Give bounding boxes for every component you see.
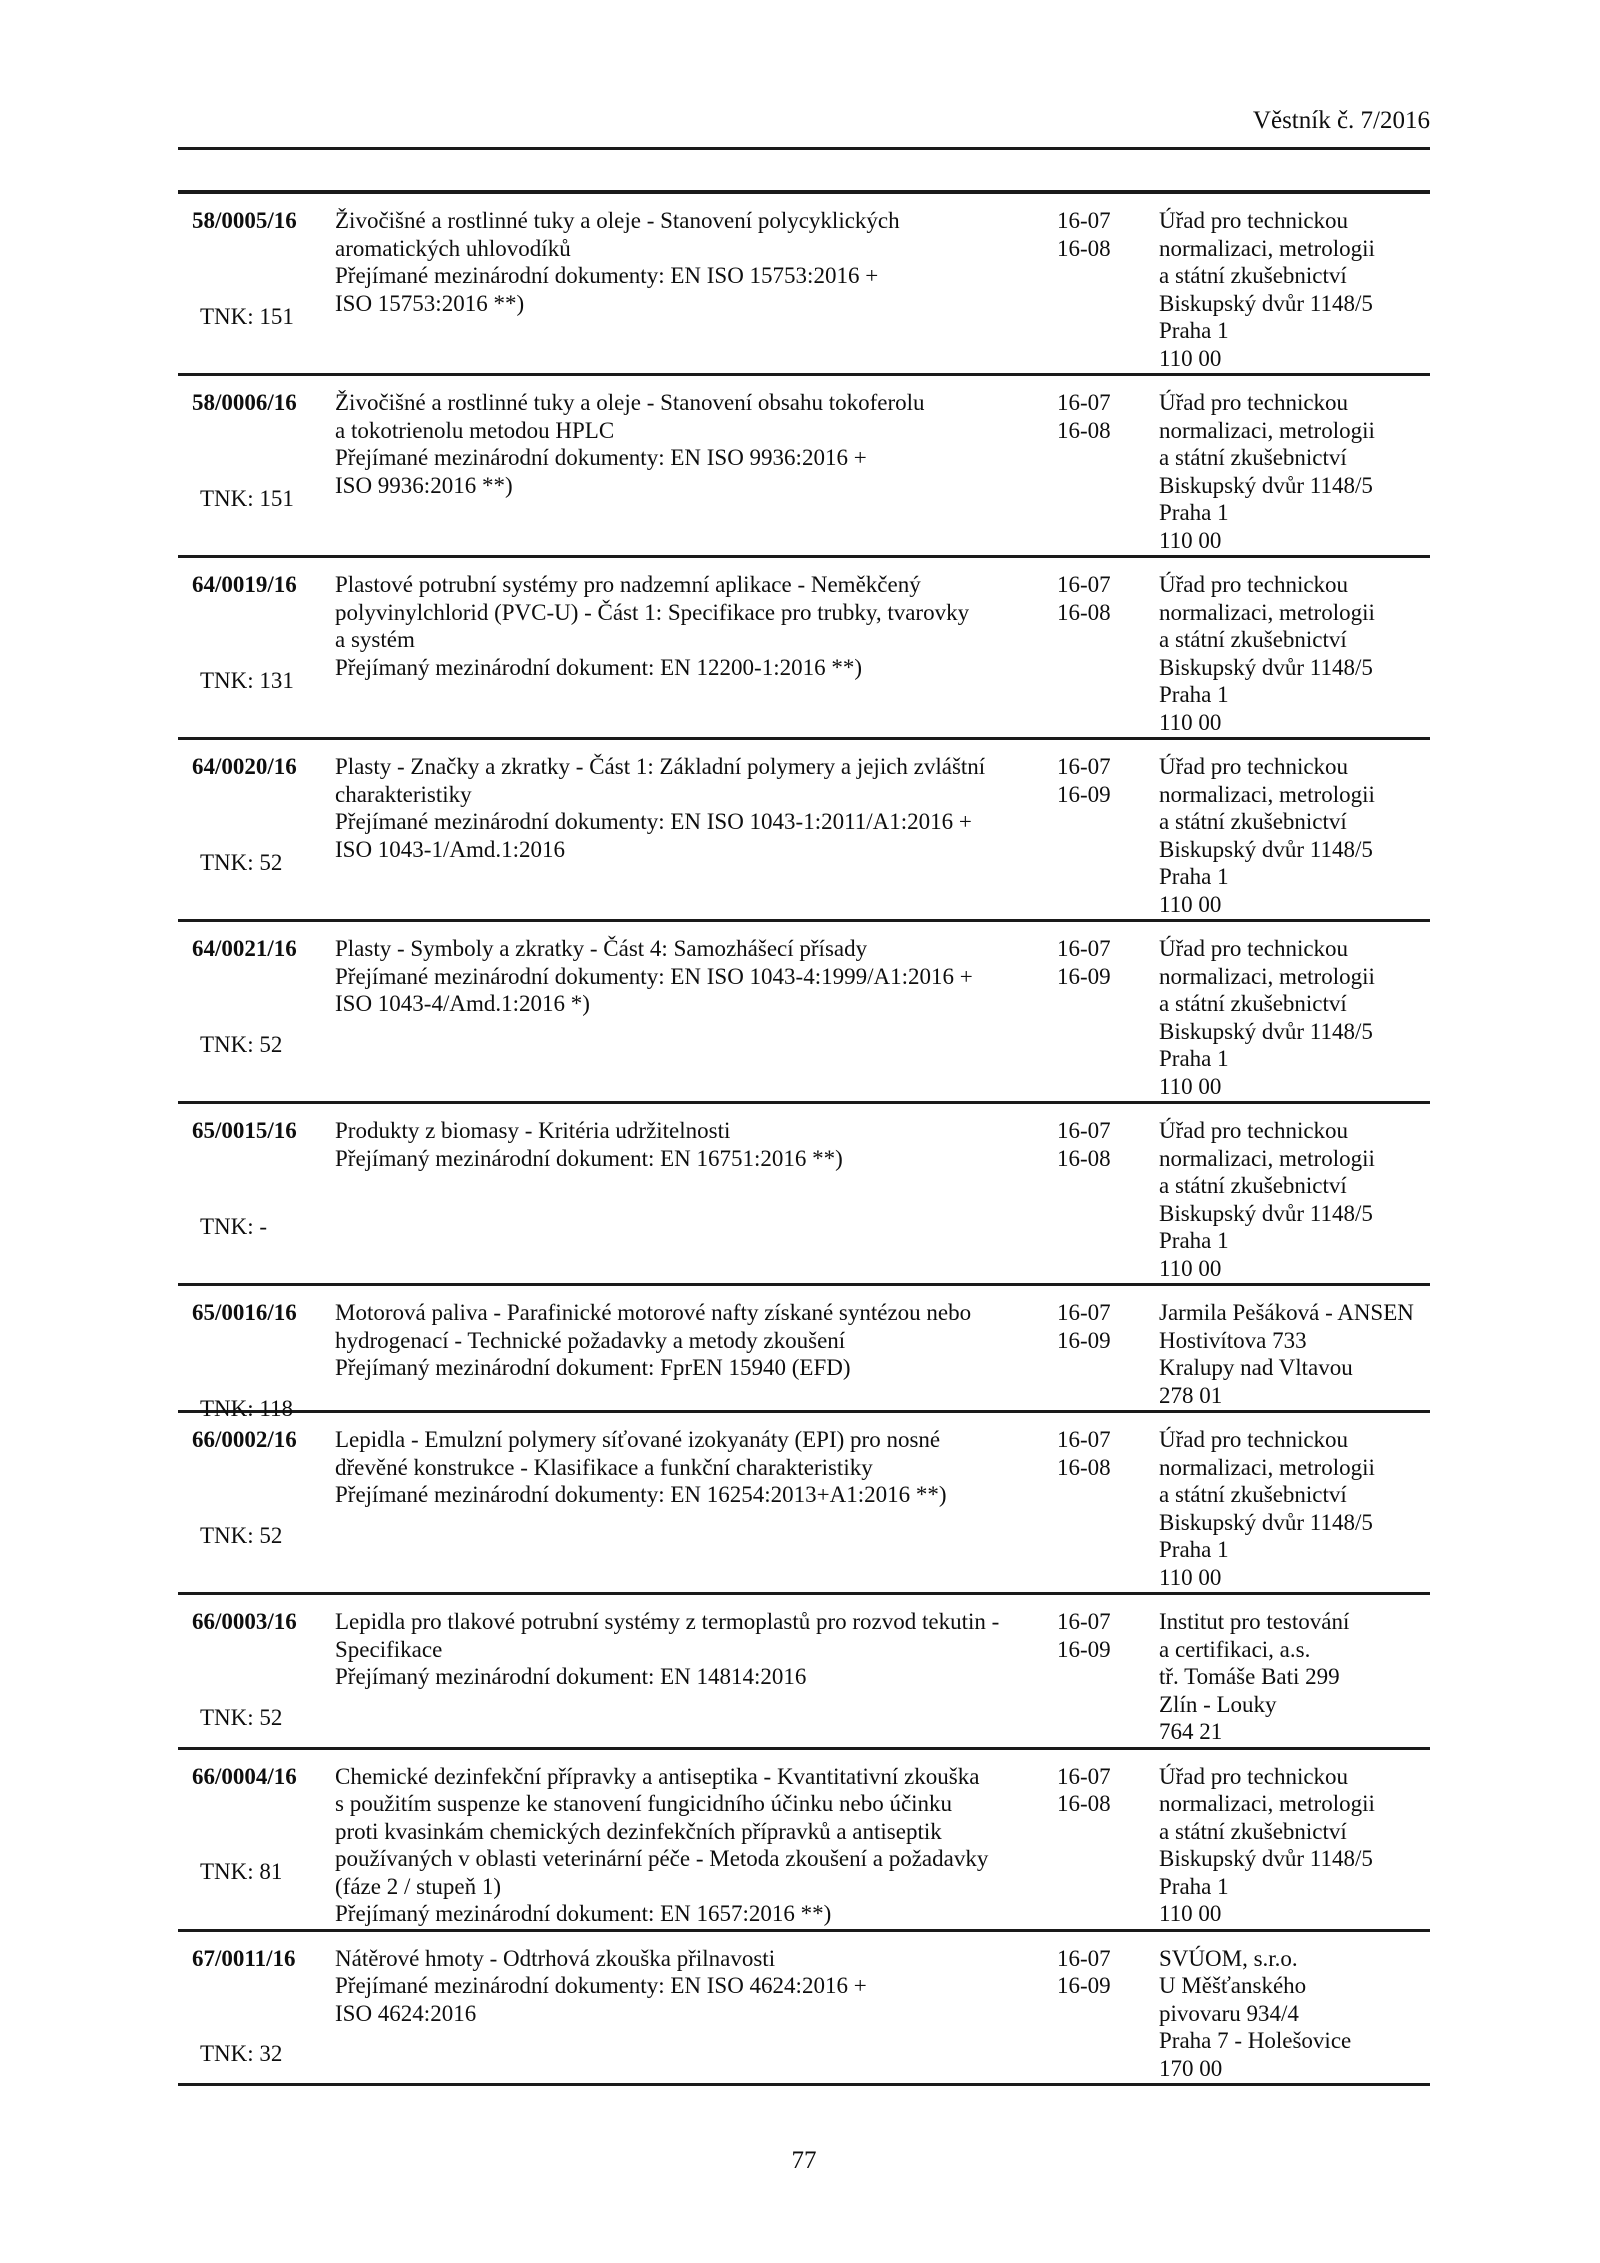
org-line: Praha 1 xyxy=(1159,1873,1229,1899)
row-dates xyxy=(1057,1945,1159,2083)
desc-line: Přejímané mezinárodní dokumenty: EN ISO 1043-1:2011/A1:2016 + xyxy=(335,809,972,834)
org-line: Praha 1 xyxy=(1159,1228,1229,1253)
standards-table xyxy=(178,190,1430,2086)
org-line: 110 00 xyxy=(1159,1073,1222,1099)
row-dates xyxy=(1057,207,1159,372)
org-line: U Měšťanského xyxy=(1159,1973,1307,1998)
row-organization xyxy=(1159,571,1430,736)
org-line: SVÚOM, s.r.o. xyxy=(1159,1945,1298,1971)
org-line: Biskupský dvůr 1148/5 xyxy=(1159,1509,1373,1535)
id-cell xyxy=(178,1299,335,1421)
id-cell xyxy=(178,571,335,736)
org-line: normalizaci, metrologii xyxy=(1159,235,1375,261)
row-description xyxy=(335,1117,1057,1282)
row-dates xyxy=(1057,1117,1159,1282)
org-line: 110 00 xyxy=(1159,709,1222,735)
org-line: tř. Tomáše Bati 299 xyxy=(1159,1664,1340,1689)
desc-line: Přejímané mezinárodní dokumenty: EN ISO 1043-4:1999/A1:2016 + xyxy=(335,963,973,989)
row-id: 64/0020/16 xyxy=(192,754,297,779)
org-line: Jarmila Pešáková - ANSEN xyxy=(1159,1300,1414,1325)
org-line: a státní zkušebnictví xyxy=(1159,991,1347,1016)
row-id: 64/0021/16 xyxy=(192,936,297,961)
row-dates xyxy=(1057,571,1159,736)
org-line: Praha 7 - Holešovice xyxy=(1159,2028,1352,2053)
tnk-label: TNK: 52 xyxy=(200,1704,283,1730)
org-line: Hostivítova 733 xyxy=(1159,1327,1307,1353)
org-line: 110 00 xyxy=(1159,527,1222,553)
row-description xyxy=(335,1608,1057,1746)
tnk-label: TNK: 151 xyxy=(200,303,294,329)
dates-line: 16-09 xyxy=(1057,963,1111,989)
dates-line: 16-09 xyxy=(1057,781,1111,807)
row-organization xyxy=(1159,389,1430,554)
id-cell xyxy=(178,1117,335,1282)
dates-line: 16-07 xyxy=(1057,208,1111,233)
desc-line: Produkty z biomasy - Kritéria udržitelnosti xyxy=(335,1118,731,1143)
row-dates xyxy=(1057,1608,1159,1746)
desc-line: Motorová paliva - Parafinické motorové nafty získané syntézou nebo xyxy=(335,1300,972,1325)
desc-line: ISO 9936:2016 **) xyxy=(335,472,513,498)
org-line: Biskupský dvůr 1148/5 xyxy=(1159,1846,1373,1871)
table-row xyxy=(178,1595,1430,1750)
org-line: Praha 1 xyxy=(1159,1046,1229,1071)
row-id: 66/0002/16 xyxy=(192,1427,297,1452)
org-line: 764 21 xyxy=(1159,1719,1223,1744)
org-line: normalizaci, metrologii xyxy=(1159,1791,1375,1816)
dates-line: 16-08 xyxy=(1057,1791,1111,1816)
dates-line: 16-07 xyxy=(1057,1609,1111,1634)
row-description xyxy=(335,1299,1057,1409)
tnk-label: TNK: 151 xyxy=(200,485,294,511)
org-line: 110 00 xyxy=(1159,1901,1222,1926)
desc-line: Přejímané mezinárodní dokumenty: EN ISO 4624:2016 + xyxy=(335,1973,867,1998)
desc-line: ISO 15753:2016 **) xyxy=(335,290,525,316)
table-row xyxy=(178,558,1430,740)
dates-line: 16-07 xyxy=(1057,1945,1111,1971)
org-line: 110 00 xyxy=(1159,345,1222,371)
org-line: 110 00 xyxy=(1159,1255,1222,1281)
row-description xyxy=(335,207,1057,372)
id-cell xyxy=(178,389,335,554)
org-line: a státní zkušebnictví xyxy=(1159,809,1347,834)
row-id: 65/0015/16 xyxy=(192,1118,297,1143)
row-dates xyxy=(1057,389,1159,554)
table-row xyxy=(178,194,1430,376)
row-description xyxy=(335,753,1057,918)
desc-line: Plastové potrubní systémy pro nadzemní aplikace - Neměkčený xyxy=(335,572,921,597)
row-organization xyxy=(1159,1426,1430,1591)
desc-line: ISO 4624:2016 xyxy=(335,2000,477,2026)
desc-line: Přejímané mezinárodní dokumenty: EN 16254:2013+A1:2016 **) xyxy=(335,1482,947,1507)
row-description xyxy=(335,389,1057,554)
row-description xyxy=(335,935,1057,1100)
desc-line: Lepidla pro tlakové potrubní systémy z termoplastů pro rozvod tekutin - xyxy=(335,1609,1000,1634)
dates-line: 16-07 xyxy=(1057,1300,1111,1325)
dates-line: 16-07 xyxy=(1057,572,1111,597)
desc-line: Přejímaný mezinárodní dokument: EN 12200-1:2016 **) xyxy=(335,654,862,680)
row-id: 65/0016/16 xyxy=(192,1300,297,1325)
org-line: a státní zkušebnictví xyxy=(1159,445,1347,470)
org-line: normalizaci, metrologii xyxy=(1159,599,1375,625)
org-line: normalizaci, metrologii xyxy=(1159,781,1375,807)
desc-line: s použitím suspenze ke stanovení fungicidního účinku nebo účinku xyxy=(335,1791,953,1816)
row-organization xyxy=(1159,1608,1430,1746)
dates-line: 16-09 xyxy=(1057,1327,1111,1353)
desc-line: používaných v oblasti veterinární péče - Metoda zkoušení a požadavky xyxy=(335,1846,989,1871)
desc-line: Plasty - Symboly a zkratky - Část 4: Samozhášecí přísady xyxy=(335,936,868,961)
tnk-label: TNK: 52 xyxy=(200,1522,283,1548)
tnk-label: TNK: 118 xyxy=(200,1395,294,1421)
desc-line: dřevěné konstrukce - Klasifikace a funkční charakteristiky xyxy=(335,1454,873,1480)
org-line: Praha 1 xyxy=(1159,682,1229,707)
row-id: 64/0019/16 xyxy=(192,572,297,597)
desc-line: Přejímaný mezinárodní dokument: EN 16751:2016 **) xyxy=(335,1145,843,1171)
org-line: Zlín - Louky xyxy=(1159,1691,1277,1717)
org-line: normalizaci, metrologii xyxy=(1159,417,1375,443)
org-line: a státní zkušebnictví xyxy=(1159,1173,1347,1198)
org-line: a státní zkušebnictví xyxy=(1159,1818,1347,1844)
desc-line: aromatických uhlovodíků xyxy=(335,235,571,261)
org-line: Biskupský dvůr 1148/5 xyxy=(1159,290,1373,316)
id-cell xyxy=(178,1608,335,1746)
org-line: Úřad pro technickou xyxy=(1159,208,1349,233)
desc-line: ISO 1043-1/Amd.1:2016 xyxy=(335,836,565,862)
desc-line: charakteristiky xyxy=(335,781,472,807)
org-line: a státní zkušebnictví xyxy=(1159,263,1347,288)
org-line: Úřad pro technickou xyxy=(1159,390,1349,415)
desc-line: Chemické dezinfekční přípravky a antiseptika - Kvantitativní zkouška xyxy=(335,1763,980,1789)
dates-line: 16-08 xyxy=(1057,1145,1111,1171)
dates-line: 16-08 xyxy=(1057,1454,1111,1480)
tnk-label: TNK: 131 xyxy=(200,667,294,693)
row-id: 67/0011/16 xyxy=(192,1945,296,1971)
row-organization xyxy=(1159,1299,1430,1409)
org-line: Úřad pro technickou xyxy=(1159,754,1349,779)
row-id: 66/0004/16 xyxy=(192,1763,297,1789)
row-organization xyxy=(1159,1945,1430,2083)
org-line: Úřad pro technickou xyxy=(1159,1118,1349,1143)
desc-line: Živočišné a rostlinné tuky a oleje - Stanovení obsahu tokoferolu xyxy=(335,390,925,415)
tnk-label: TNK: - xyxy=(200,1213,268,1239)
table-row xyxy=(178,922,1430,1104)
org-line: normalizaci, metrologii xyxy=(1159,1145,1375,1171)
desc-line: Přejímaný mezinárodní dokument: EN 1657:2016 **) xyxy=(335,1901,832,1926)
desc-line: a systém xyxy=(335,627,415,652)
row-id: 58/0006/16 xyxy=(192,390,297,415)
dates-line: 16-07 xyxy=(1057,754,1111,779)
row-organization xyxy=(1159,753,1430,918)
org-line: Kralupy nad Vltavou xyxy=(1159,1355,1353,1380)
table-row xyxy=(178,376,1430,558)
row-organization xyxy=(1159,1763,1430,1928)
row-organization xyxy=(1159,1117,1430,1282)
row-description xyxy=(335,1945,1057,2083)
row-organization xyxy=(1159,207,1430,372)
org-line: 110 00 xyxy=(1159,1564,1222,1590)
org-line: a státní zkušebnictví xyxy=(1159,627,1347,652)
desc-line: a tokotrienolu metodou HPLC xyxy=(335,417,615,443)
table-row xyxy=(178,1750,1430,1932)
org-line: Praha 1 xyxy=(1159,500,1229,525)
desc-line: polyvinylchlorid (PVC-U) - Část 1: Specifikace pro trubky, tvarovky xyxy=(335,599,970,625)
id-cell xyxy=(178,1763,335,1928)
row-dates xyxy=(1057,935,1159,1100)
desc-line: Přejímaný mezinárodní dokument: EN 14814:2016 xyxy=(335,1664,807,1689)
table-row xyxy=(178,1104,1430,1286)
desc-line: ISO 1043-4/Amd.1:2016 *) xyxy=(335,991,590,1016)
org-line: Úřad pro technickou xyxy=(1159,1427,1349,1452)
tnk-label: TNK: 52 xyxy=(200,1031,283,1057)
dates-line: 16-08 xyxy=(1057,235,1111,261)
row-id: 66/0003/16 xyxy=(192,1609,297,1634)
header-divider xyxy=(178,147,1430,150)
desc-line: Lepidla - Emulzní polymery síťované izokyanáty (EPI) pro nosné xyxy=(335,1427,941,1452)
row-description xyxy=(335,1763,1057,1928)
desc-line: Živočišné a rostlinné tuky a oleje - Stanovení polycyklických xyxy=(335,208,900,233)
id-cell xyxy=(178,1945,335,2083)
desc-line: proti kvasinkám chemických dezinfekčních přípravků a antiseptik xyxy=(335,1818,942,1844)
org-line: Praha 1 xyxy=(1159,1537,1229,1562)
desc-line: Nátěrové hmoty - Odtrhová zkouška přilnavosti xyxy=(335,1945,776,1971)
journal-title: Věstník č. 7/2016 xyxy=(1252,107,1430,134)
org-line: Institut pro testování xyxy=(1159,1609,1350,1634)
desc-line: hydrogenací - Technické požadavky a metody zkoušení xyxy=(335,1327,846,1353)
tnk-label: TNK: 52 xyxy=(200,849,283,875)
row-id: 58/0005/16 xyxy=(192,208,297,233)
org-line: normalizaci, metrologii xyxy=(1159,1454,1375,1480)
dates-line: 16-08 xyxy=(1057,599,1111,625)
id-cell xyxy=(178,935,335,1100)
tnk-label: TNK: 32 xyxy=(200,2041,283,2066)
row-description xyxy=(335,1426,1057,1591)
id-cell xyxy=(178,207,335,372)
desc-line: Přejímané mezinárodní dokumenty: EN ISO 15753:2016 + xyxy=(335,263,879,288)
row-description xyxy=(335,571,1057,736)
org-line: Biskupský dvůr 1148/5 xyxy=(1159,1200,1373,1226)
tnk-label: TNK: 81 xyxy=(200,1859,283,1884)
desc-line: Přejímané mezinárodní dokumenty: EN ISO 9936:2016 + xyxy=(335,445,867,470)
dates-line: 16-07 xyxy=(1057,390,1111,415)
dates-line: 16-08 xyxy=(1057,417,1111,443)
org-line: a certifikaci, a.s. xyxy=(1159,1636,1311,1662)
org-line: 170 00 xyxy=(1159,2055,1223,2081)
table-row xyxy=(178,1932,1430,2087)
org-line: Biskupský dvůr 1148/5 xyxy=(1159,654,1373,680)
org-line: normalizaci, metrologii xyxy=(1159,963,1375,989)
desc-line: Přejímaný mezinárodní dokument: FprEN 15940 (EFD) xyxy=(335,1355,851,1380)
id-cell xyxy=(178,753,335,918)
org-line: pivovaru 934/4 xyxy=(1159,2000,1299,2026)
dates-line: 16-09 xyxy=(1057,1973,1111,1998)
table-row xyxy=(178,740,1430,922)
org-line: Praha 1 xyxy=(1159,318,1229,343)
page-number: 77 xyxy=(791,2147,817,2174)
org-line: Biskupský dvůr 1148/5 xyxy=(1159,836,1373,862)
row-dates xyxy=(1057,753,1159,918)
id-cell xyxy=(178,1426,335,1591)
dates-line: 16-07 xyxy=(1057,1118,1111,1143)
row-dates xyxy=(1057,1763,1159,1928)
org-line: Úřad pro technickou xyxy=(1159,1763,1349,1789)
dates-line: 16-09 xyxy=(1057,1636,1111,1662)
desc-line: (fáze 2 / stupeň 1) xyxy=(335,1873,502,1899)
table-row xyxy=(178,1286,1430,1421)
org-line: Úřad pro technickou xyxy=(1159,936,1349,961)
row-dates xyxy=(1057,1426,1159,1591)
org-line: Praha 1 xyxy=(1159,864,1229,889)
dates-line: 16-07 xyxy=(1057,936,1111,961)
org-line: a státní zkušebnictví xyxy=(1159,1482,1347,1507)
org-line: 278 01 xyxy=(1159,1382,1223,1408)
dates-line: 16-07 xyxy=(1057,1763,1111,1789)
dates-line: 16-07 xyxy=(1057,1427,1111,1452)
org-line: 110 00 xyxy=(1159,891,1222,917)
org-line: Biskupský dvůr 1148/5 xyxy=(1159,1018,1373,1044)
row-organization xyxy=(1159,935,1430,1100)
desc-line: Plasty - Značky a zkratky - Část 1: Základní polymery a jejich zvláštní xyxy=(335,754,986,779)
table-row xyxy=(178,1413,1430,1595)
org-line: Úřad pro technickou xyxy=(1159,572,1349,597)
desc-line: Specifikace xyxy=(335,1636,443,1662)
row-dates xyxy=(1057,1299,1159,1409)
org-line: Biskupský dvůr 1148/5 xyxy=(1159,472,1373,498)
